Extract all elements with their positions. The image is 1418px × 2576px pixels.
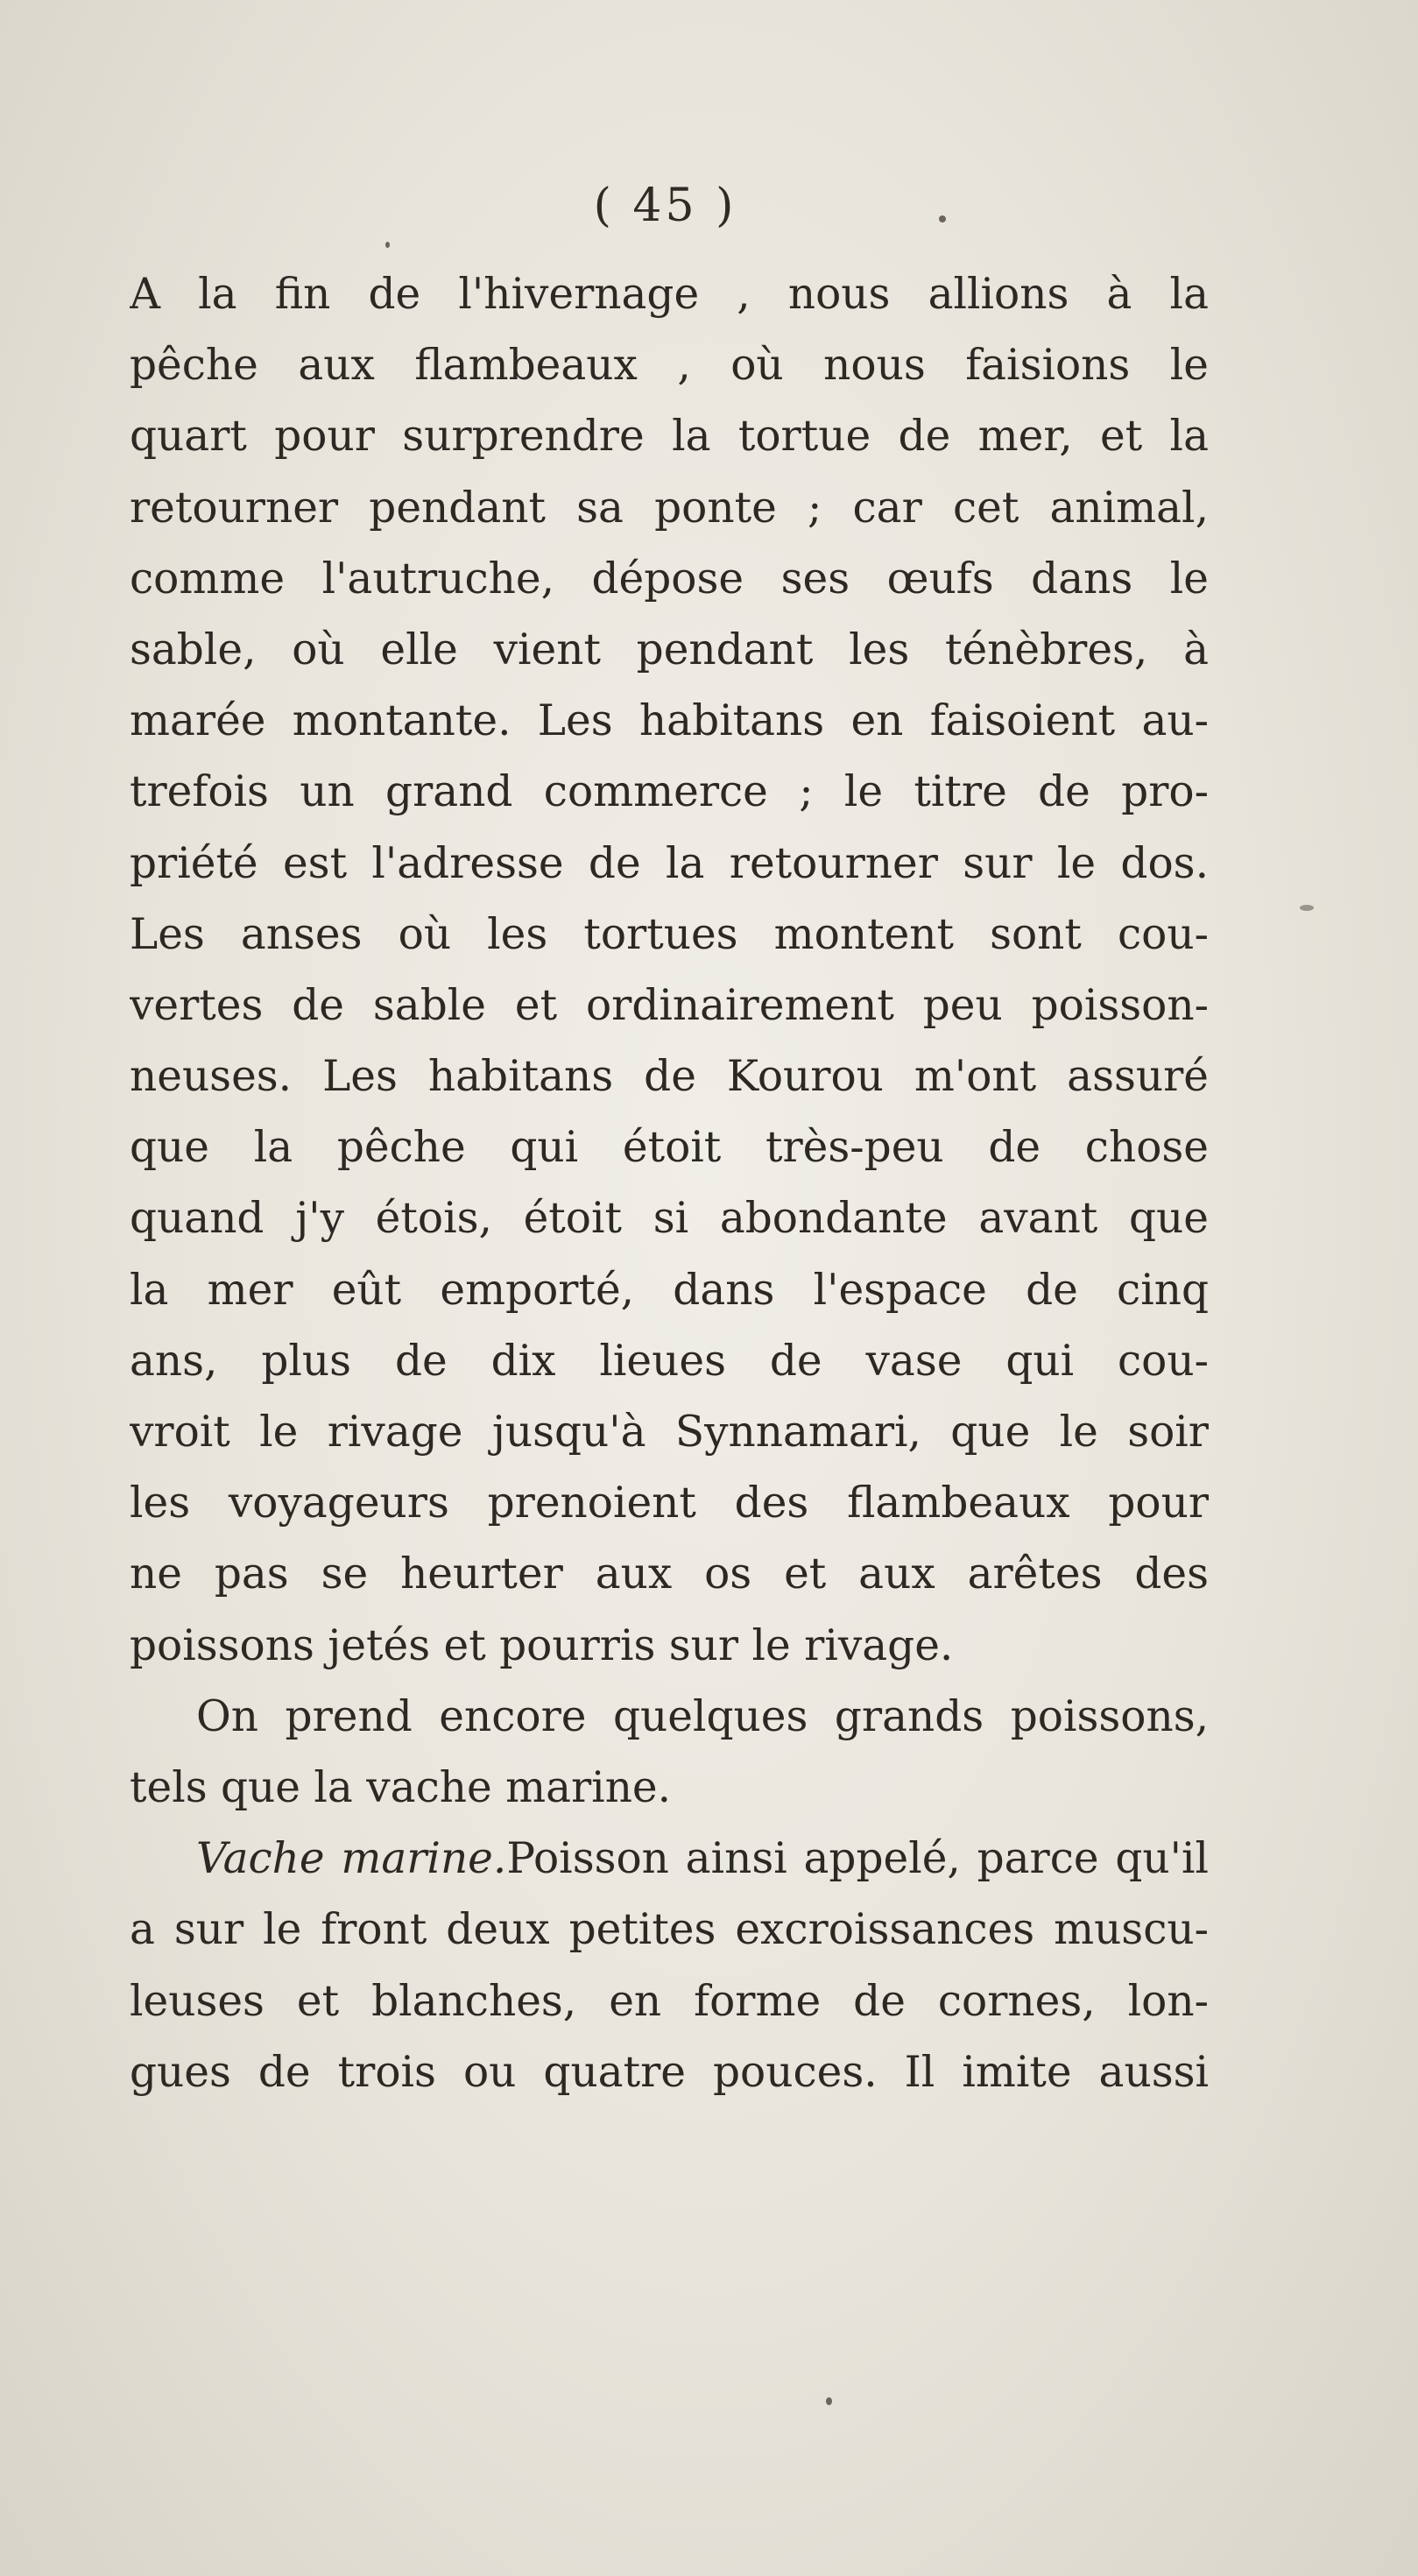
text-line: vertes de sable et ordinairement peu poisson- <box>130 980 1209 1030</box>
text-line: ans, plus de dix lieues de vase qui cou- <box>130 1336 1209 1386</box>
text-line: neuses. Les habitans de Kourou m'ont assuré <box>130 1052 1209 1102</box>
text-line-vache <box>130 1824 1209 1895</box>
paper-mark <box>1300 905 1314 911</box>
text-fragment: Poisson ainsi appelé, parce qu'il <box>506 1834 1209 1884</box>
text-line: la mer eût emporté, dans l'espace de cinq <box>130 1265 1209 1315</box>
text-line: quand j'y étois, étoit si abondante avant que <box>130 1194 1209 1244</box>
text-line: Les anses où les tortues montent sont cou- <box>130 909 1209 959</box>
text-line: priété est l'adresse de la retourner sur le dos. <box>130 838 1209 888</box>
text-line: les voyageurs prenoient des flambeaux pour <box>130 1479 1209 1528</box>
italic-term: Vache marine. <box>196 1834 507 1884</box>
text-line: pêche aux flambeaux , où nous faisions le <box>130 341 1209 391</box>
text-line: comme l'autruche, dépose ses œufs dans le <box>130 554 1209 603</box>
text-line: gues de trois ou quatre pouces. Il imite aussi <box>130 2047 1209 2097</box>
text-line: tels que la vache marine. <box>130 1762 672 1812</box>
text-line: A la fin de l'hivernage , nous allions à la <box>130 270 1209 319</box>
text-line: sable, où elle vient pendant les ténèbres, à <box>130 625 1209 674</box>
text-line: vroit le rivage jusqu'à Synnamari, que le soir <box>130 1408 1209 1457</box>
ink-speck <box>939 215 946 222</box>
text-line: marée montante. Les habitans en faisoient au- <box>130 696 1209 746</box>
text-line: On prend encore quelques grands poissons, <box>196 1691 1209 1741</box>
ink-speck <box>385 242 390 248</box>
text-line: a sur le front deux petites excroissances muscu- <box>130 1905 1209 1955</box>
text-line: ne pas se heurter aux os et aux arêtes des <box>130 1549 1209 1599</box>
page-number: ( 45 ) <box>593 180 737 232</box>
text-line: retourner pendant sa ponte ; car cet animal, <box>130 483 1209 533</box>
text-line: quart pour surprendre la tortue de mer, et la <box>130 412 1209 462</box>
text-line: que la pêche qui étoit très-peu de chose <box>130 1123 1209 1173</box>
text-line: poissons jetés et pourris sur le rivage. <box>130 1620 954 1670</box>
ink-speck <box>826 2397 832 2405</box>
text-line: leuses et blanches, en forme de cornes, lon- <box>130 1976 1209 2026</box>
body-text <box>130 259 1209 2108</box>
text-line: trefois un grand commerce ; le titre de pro- <box>130 767 1209 817</box>
